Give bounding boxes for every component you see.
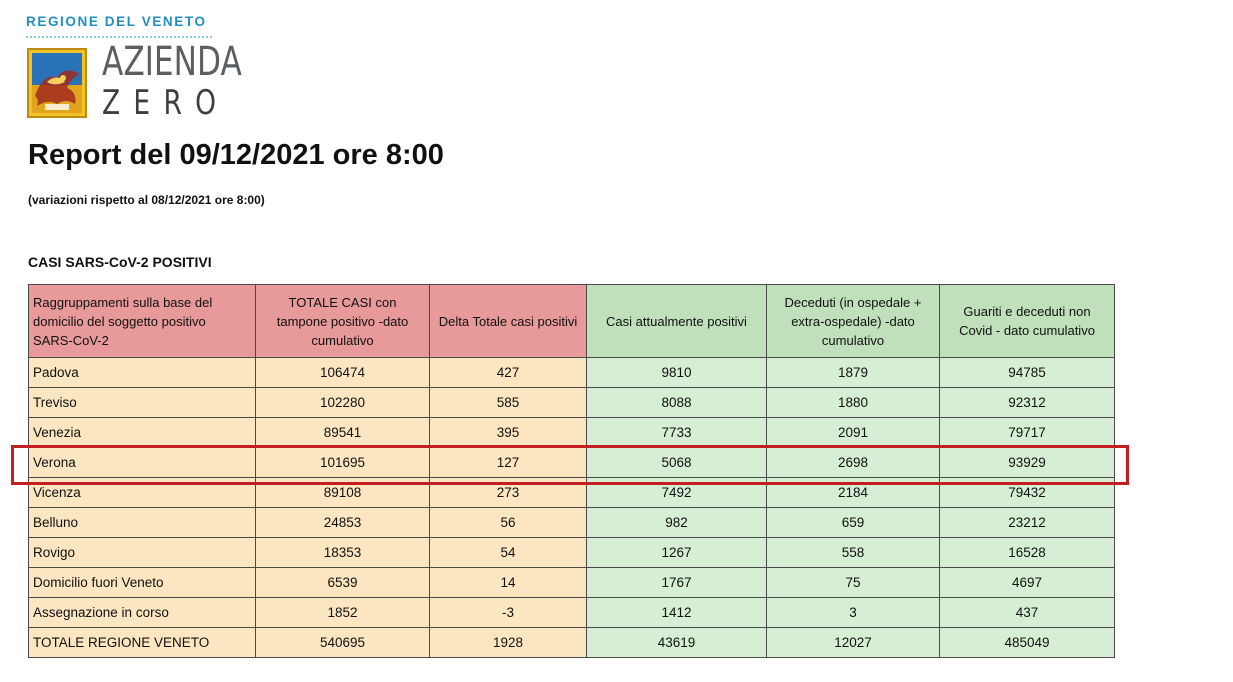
logo-word-azienda: AZIENDA (102, 39, 242, 85)
cell-area: Venezia (29, 418, 256, 448)
cell-total-cases: 106474 (256, 358, 430, 388)
cell-delta-cases: 56 (430, 508, 587, 538)
cell-recovered: 79432 (940, 478, 1115, 508)
cell-recovered: 93929 (940, 448, 1115, 478)
cell-recovered: 79717 (940, 418, 1115, 448)
cell-total-cases: 1852 (256, 598, 430, 628)
cell-total-cases: 101695 (256, 448, 430, 478)
section-title: CASI SARS-CoV-2 POSITIVI (28, 254, 212, 270)
azienda-zero-logo (26, 14, 242, 124)
table-row (29, 598, 1115, 628)
cell-recovered: 23212 (940, 508, 1115, 538)
cell-area: TOTALE REGIONE VENETO (29, 628, 256, 658)
lion-crest-icon (27, 48, 87, 118)
cell-deceased: 659 (767, 508, 940, 538)
cell-recovered: 94785 (940, 358, 1115, 388)
cell-deceased: 75 (767, 568, 940, 598)
cell-delta-cases: 1928 (430, 628, 587, 658)
cell-current-positive: 7492 (587, 478, 767, 508)
table-row (29, 478, 1115, 508)
cell-total-cases: 89541 (256, 418, 430, 448)
header-grouping: Raggruppamenti sulla base del domicilio del soggetto positivo SARS-CoV-2 (29, 285, 256, 358)
cell-delta-cases: 273 (430, 478, 587, 508)
cell-area: Domicilio fuori Veneto (29, 568, 256, 598)
cell-area: Assegnazione in corso (29, 598, 256, 628)
cell-area: Belluno (29, 508, 256, 538)
cell-current-positive: 982 (587, 508, 767, 538)
cell-recovered: 437 (940, 598, 1115, 628)
logo-word-zero: ZERO (102, 83, 230, 123)
cell-area: Padova (29, 358, 256, 388)
cell-delta-cases: -3 (430, 598, 587, 628)
cell-delta-cases: 395 (430, 418, 587, 448)
table-row (29, 418, 1115, 448)
table-body (29, 358, 1115, 658)
header-deceased: Deceduti (in ospedale + extra-ospedale) -dato cumulativo (767, 285, 940, 358)
cell-current-positive: 9810 (587, 358, 767, 388)
cell-total-cases: 540695 (256, 628, 430, 658)
cell-total-cases: 24853 (256, 508, 430, 538)
header-current-positive: Casi attualmente positivi (587, 285, 767, 358)
cell-recovered: 4697 (940, 568, 1115, 598)
cell-deceased: 3 (767, 598, 940, 628)
table-row (29, 388, 1115, 418)
cell-area: Treviso (29, 388, 256, 418)
cell-deceased: 2091 (767, 418, 940, 448)
table-header (29, 285, 1115, 358)
cell-current-positive: 1267 (587, 538, 767, 568)
cell-delta-cases: 14 (430, 568, 587, 598)
header-recovered: Guariti e deceduti non Covid - dato cumulativo (940, 285, 1115, 358)
cell-current-positive: 1767 (587, 568, 767, 598)
cell-recovered: 485049 (940, 628, 1115, 658)
cell-current-positive: 8088 (587, 388, 767, 418)
cell-total-cases: 102280 (256, 388, 430, 418)
cell-deceased: 2698 (767, 448, 940, 478)
header-total-cases: TOTALE CASI con tampone positivo -dato cumulativo (256, 285, 430, 358)
cell-total-cases: 18353 (256, 538, 430, 568)
cell-delta-cases: 54 (430, 538, 587, 568)
cell-deceased: 558 (767, 538, 940, 568)
cell-current-positive: 5068 (587, 448, 767, 478)
cell-recovered: 16528 (940, 538, 1115, 568)
table-row-total (29, 628, 1115, 658)
header-delta-cases: Delta Totale casi positivi (430, 285, 587, 358)
cell-current-positive: 7733 (587, 418, 767, 448)
cell-deceased: 1879 (767, 358, 940, 388)
cell-delta-cases: 427 (430, 358, 587, 388)
cell-area: Vicenza (29, 478, 256, 508)
cell-area: Verona (29, 448, 256, 478)
cell-delta-cases: 127 (430, 448, 587, 478)
cases-table (28, 284, 1115, 658)
table-header-row (29, 285, 1115, 358)
logo-region-text: REGIONE DEL VENETO (26, 14, 207, 29)
cell-recovered: 92312 (940, 388, 1115, 418)
table-row (29, 358, 1115, 388)
cell-current-positive: 1412 (587, 598, 767, 628)
table-row-highlighted (29, 448, 1115, 478)
table-row (29, 538, 1115, 568)
table-row (29, 508, 1115, 538)
cell-total-cases: 6539 (256, 568, 430, 598)
logo-dotted-divider (26, 36, 212, 38)
cell-current-positive: 43619 (587, 628, 767, 658)
cell-area: Rovigo (29, 538, 256, 568)
report-subtitle: (variazioni rispetto al 08/12/2021 ore 8:00) (28, 193, 265, 207)
cell-total-cases: 89108 (256, 478, 430, 508)
cell-deceased: 12027 (767, 628, 940, 658)
cell-deceased: 1880 (767, 388, 940, 418)
page-title: Report del 09/12/2021 ore 8:00 (28, 139, 444, 171)
cell-deceased: 2184 (767, 478, 940, 508)
cell-delta-cases: 585 (430, 388, 587, 418)
table-row (29, 568, 1115, 598)
